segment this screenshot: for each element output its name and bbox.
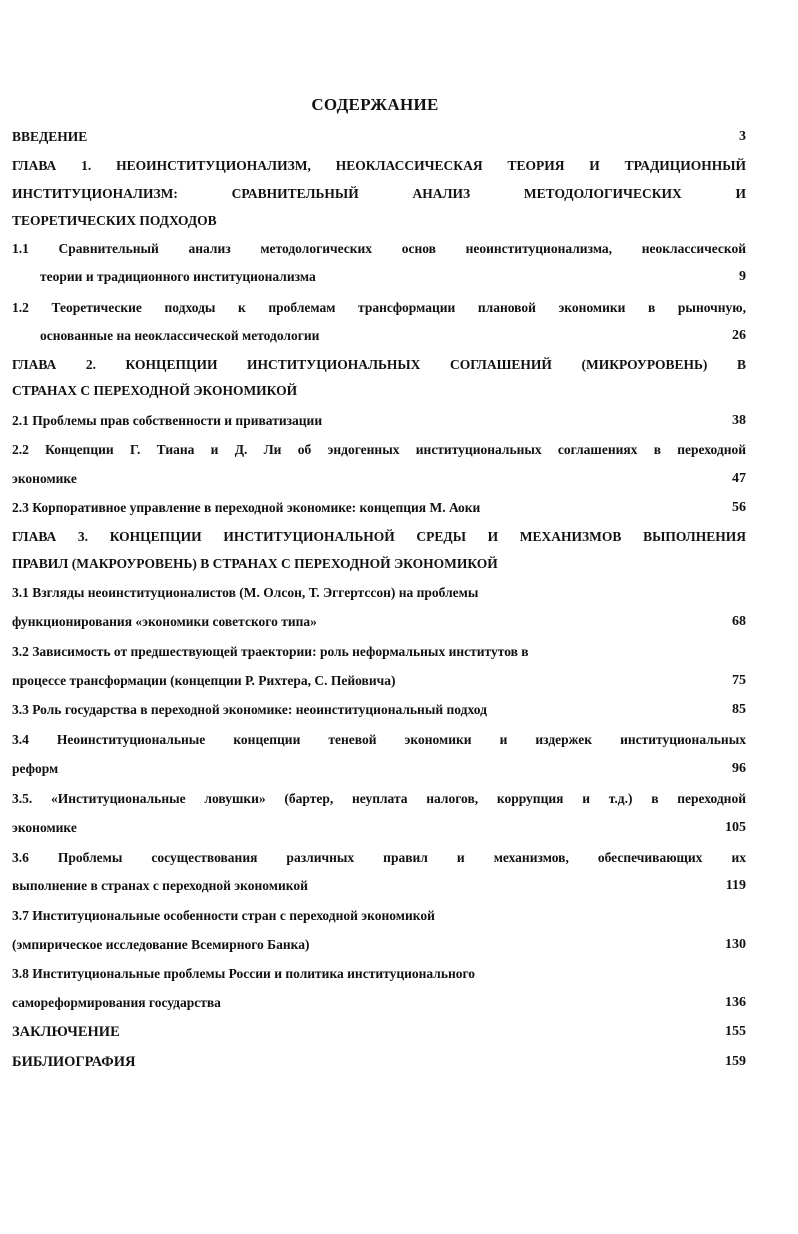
toc-line-chapter-1: ГЛАВА 1. НЕОИНСТИТУЦИОНАЛИЗМ, НЕОКЛАССИЧЕСКАЯ ТЕОРИЯ И ТРАДИЦИОННЫЙ: [12, 158, 746, 173]
toc-line-section-2-2: 2.2 Концепции Г. Тиана и Д. Ли об эндогенных институциональных соглашениях в переходной: [12, 442, 746, 457]
toc-line-section-1-2: 1.2 Теоретические подходы к проблемам трансформации плановой экономики в рыночную,: [12, 300, 746, 315]
toc-line-section-3-5: экономике: [12, 820, 77, 835]
page-title: СОДЕРЖАНИЕ: [311, 95, 439, 114]
toc-page-section-3-7: 130: [725, 937, 746, 952]
toc-page-section-2-2: 47: [732, 471, 746, 486]
toc-page-section-3-6: 119: [725, 878, 746, 893]
toc-line-section-3-1: 3.1 Взгляды неоинституционалистов (М. Олсон, Т. Эггертссон) на проблемы: [12, 585, 479, 600]
toc-line-section-1-1: теории и традиционного институционализма: [40, 269, 316, 284]
toc-page-section-2-1: 38: [732, 413, 746, 428]
toc-line-section-2-1: 2.1 Проблемы прав собственности и приватизации: [12, 413, 323, 428]
toc-line-section-3-8: 3.8 Институциональные проблемы России и политика институционального: [12, 966, 476, 981]
toc-line-section-2-3: 2.3 Корпоративное управление в переходной экономике: концепция М. Аоки: [12, 500, 481, 515]
toc-line-chapter-1: ТЕОРЕТИЧЕСКИХ ПОДХОДОВ: [12, 213, 217, 228]
toc-page-conclusion: 155: [725, 1024, 746, 1039]
toc-line-chapter-2: СТРАНАХ С ПЕРЕХОДНОЙ ЭКОНОМИКОЙ: [12, 383, 298, 398]
toc-line-section-3-6: 3.6 Проблемы сосуществования различных правил и механизмов, обеспечивающих их: [12, 850, 746, 865]
toc-line-section-3-2: процессе трансформации (концепции Р. Рихтера, С. Пейовича): [12, 673, 396, 688]
toc-page-section-3-3: 85: [732, 702, 746, 717]
toc-line-chapter-3: ГЛАВА 3. КОНЦЕПЦИИ ИНСТИТУЦИОНАЛЬНОЙ СРЕДЫ И МЕХАНИЗМОВ ВЫПОЛНЕНИЯ: [12, 529, 746, 544]
toc-page-bibliography: 159: [725, 1054, 746, 1069]
toc-line-section-3-5: 3.5. «Институциональные ловушки» (бартер, неуплата налогов, коррупция и т.д.) в переходной: [12, 791, 746, 806]
toc-page-section-3-8: 136: [725, 995, 746, 1010]
toc-line-section-3-1: функционирования «экономики советского типа»: [12, 614, 317, 629]
toc-line-section-3-2: 3.2 Зависимость от предшествующей траектории: роль неформальных институтов в: [12, 644, 529, 659]
toc-line-section-3-7: (эмпирическое исследование Всемирного Банка): [12, 937, 310, 952]
toc-page-section-3-4: 96: [732, 761, 746, 776]
toc-page-section-1-1: 9: [739, 269, 746, 284]
toc-page-section-3-1: 68: [732, 614, 746, 629]
toc-page-introduction: 3: [739, 129, 746, 144]
toc-page-section-2-3: 56: [732, 500, 746, 515]
toc-line-conclusion: ЗАКЛЮЧЕНИЕ: [12, 1024, 120, 1040]
toc-line-section-3-7: 3.7 Институциональные особенности стран с переходной экономикой: [12, 908, 435, 923]
toc-line-section-3-3: 3.3 Роль государства в переходной экономике: неоинституциональный подход: [12, 702, 487, 717]
toc-page-section-1-2: 26: [732, 328, 746, 343]
toc-line-section-2-2: экономике: [12, 471, 77, 486]
toc-line-chapter-3: ПРАВИЛ (МАКРОУРОВЕНЬ) В СТРАНАХ С ПЕРЕХОДНОЙ ЭКОНОМИКОЙ: [12, 556, 498, 571]
toc-line-section-3-6: выполнение в странах с переходной экономикой: [12, 878, 308, 893]
toc-page-section-3-2: 75: [732, 673, 746, 688]
toc-line-chapter-2: ГЛАВА 2. КОНЦЕПЦИИ ИНСТИТУЦИОНАЛЬНЫХ СОГЛАШЕНИЙ (МИКРОУРОВЕНЬ) В: [12, 357, 746, 372]
toc-line-section-3-8: самореформирования государства: [12, 995, 221, 1010]
toc-line-section-1-2: основанные на неоклассической методологии: [40, 328, 320, 343]
toc-page-section-3-5: 105: [725, 820, 746, 835]
toc-line-bibliography: БИБЛИОГРАФИЯ: [12, 1054, 136, 1070]
toc-line-introduction: ВВЕДЕНИЕ: [12, 129, 88, 144]
toc-line-chapter-1: ИНСТИТУЦИОНАЛИЗМ: СРАВНИТЕЛЬНЫЙ АНАЛИЗ МЕТОДОЛОГИЧЕСКИХ И: [12, 186, 746, 201]
toc-line-section-1-1: 1.1 Сравнительный анализ методологических основ неоинституционализма, неоклассической: [12, 241, 746, 256]
toc-line-section-3-4: 3.4 Неоинституциональные концепции теневой экономики и издержек институциональных: [12, 732, 746, 747]
toc-line-section-3-4: реформ: [12, 761, 59, 776]
